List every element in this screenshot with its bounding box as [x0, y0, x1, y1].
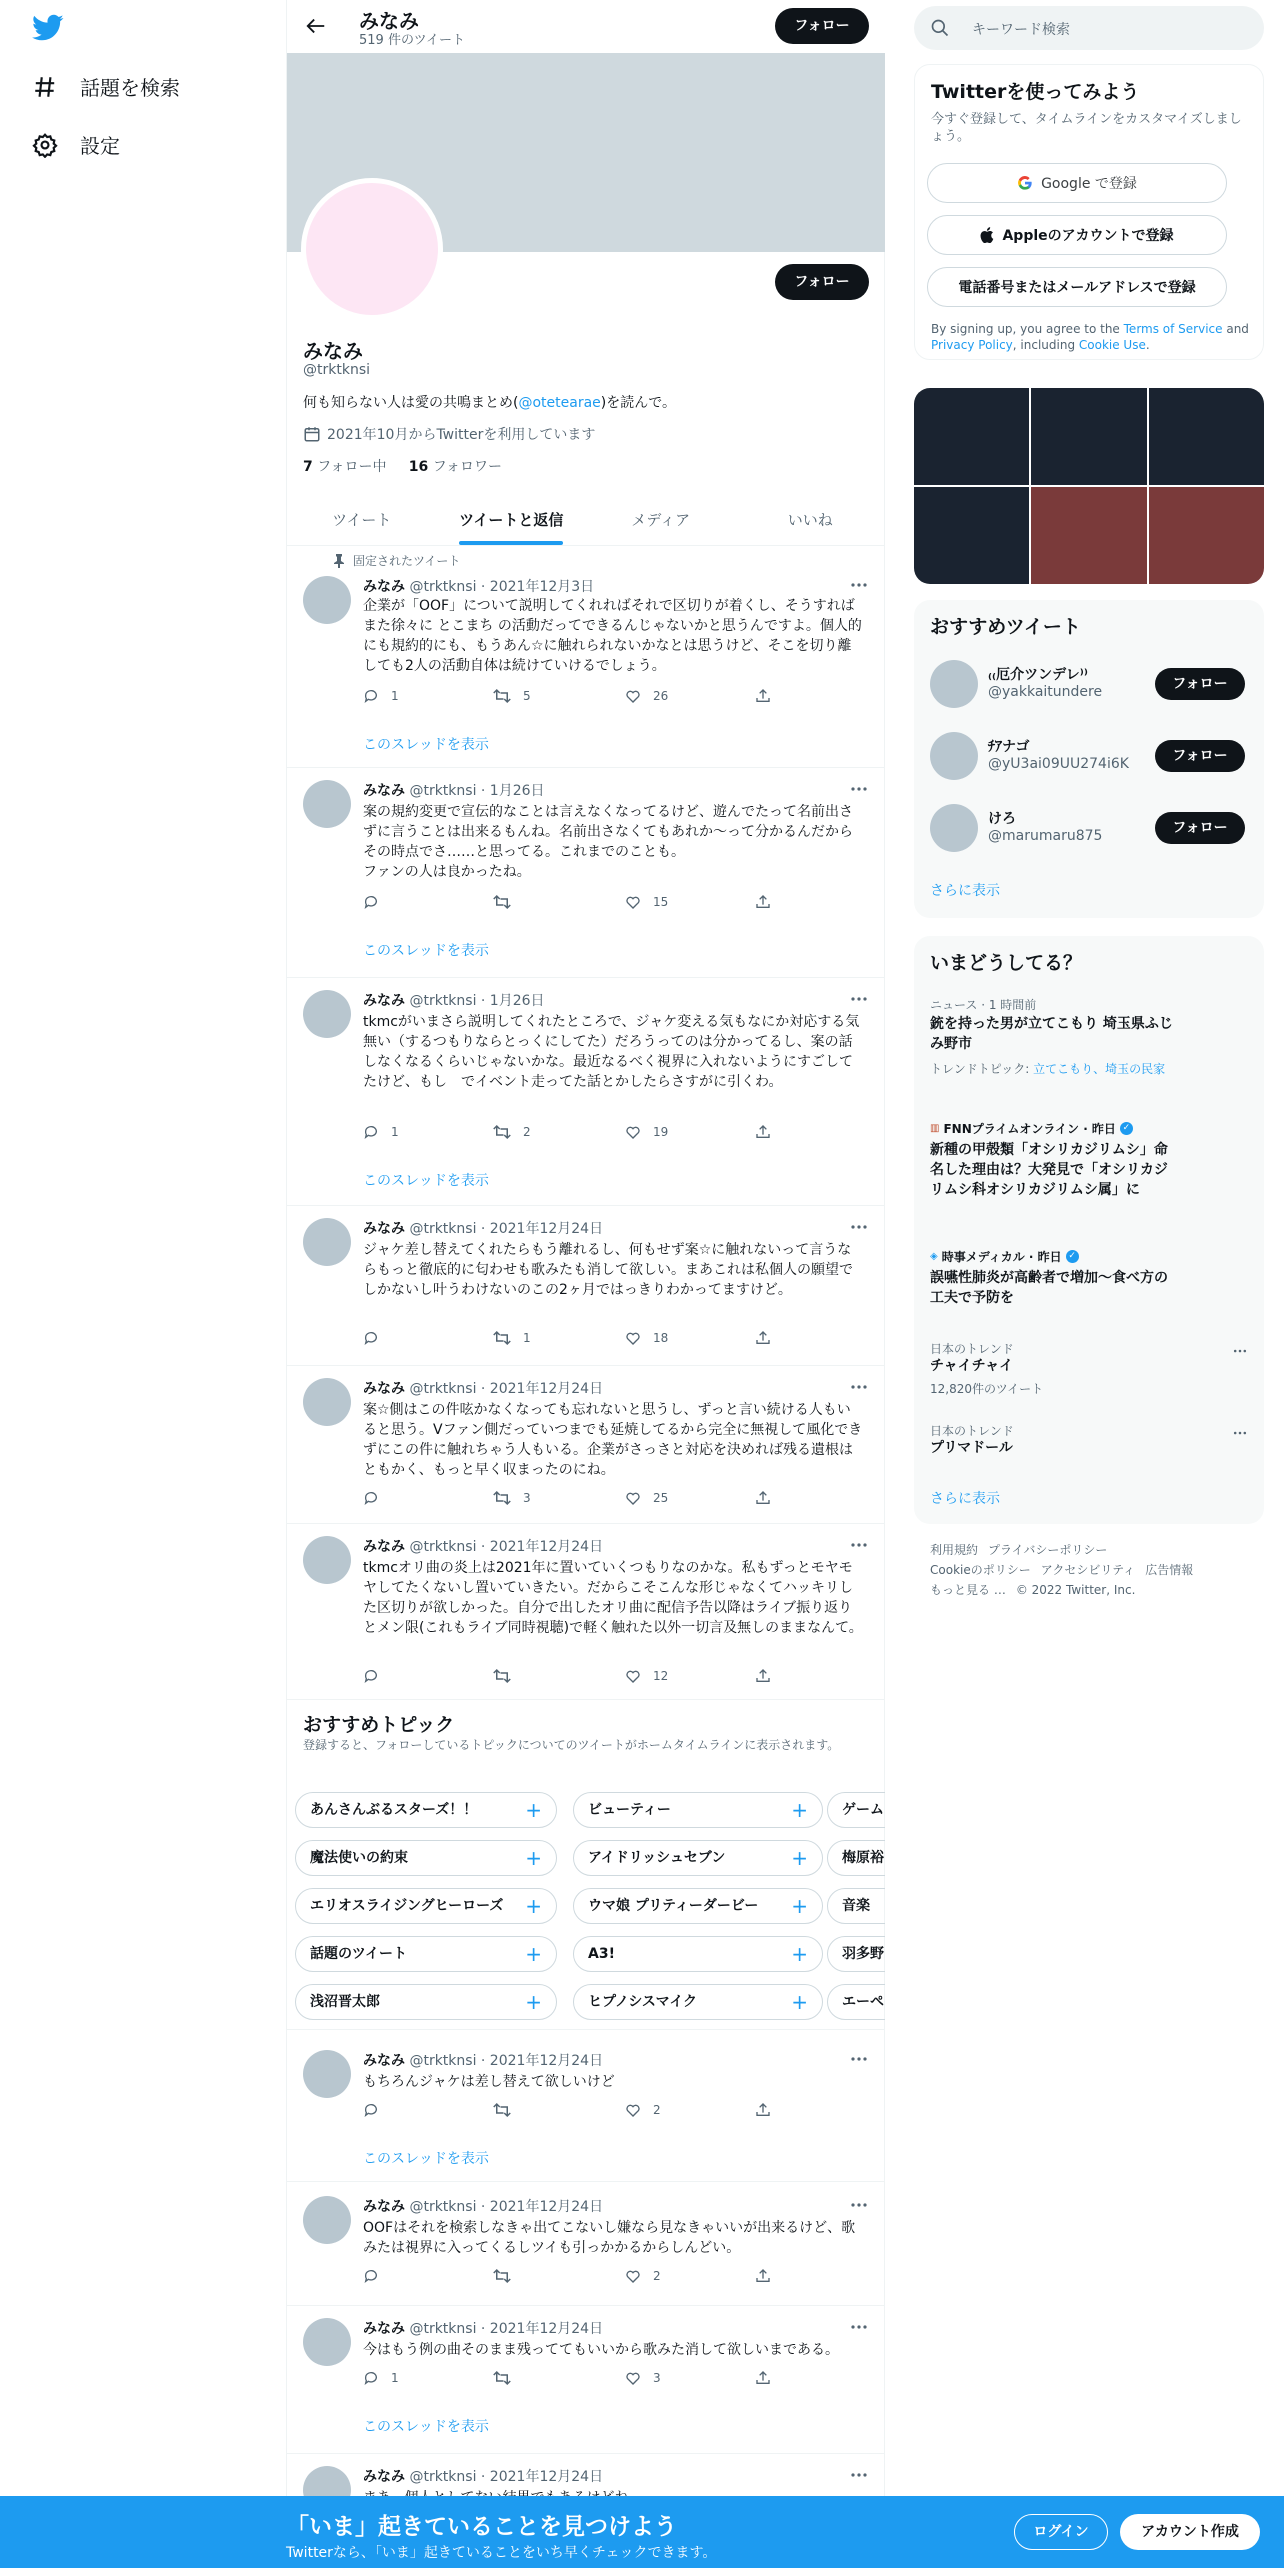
- apple-signup-button[interactable]: Appleのアカウントで登録: [927, 215, 1227, 255]
- reply-icon: [363, 2102, 379, 2118]
- trend-title[interactable]: チャイチャイ: [930, 1358, 1014, 1374]
- share-icon: [755, 688, 771, 704]
- more-dots-icon[interactable]: [849, 2052, 869, 2066]
- trend-title[interactable]: 誤嚥性肺炎が高齢者で増加～食べ方の工夫で予防を: [930, 1270, 1168, 1306]
- back-arrow-icon[interactable]: [305, 15, 327, 37]
- footer-link[interactable]: Cookieのポリシー: [930, 1563, 1031, 1577]
- plus-icon: +: [525, 1990, 542, 2014]
- google-icon: [1017, 175, 1033, 191]
- share-icon: [755, 1124, 771, 1140]
- signup-subtitle: 今すぐ登録して、タイムラインをカスタマイズしましょう。: [931, 112, 1242, 144]
- tweet[interactable]: [287, 2030, 885, 2182]
- profile-name: みなみ: [303, 339, 363, 363]
- hashtag-icon: [32, 74, 58, 100]
- terms-link[interactable]: Terms of Service: [1123, 322, 1223, 336]
- plus-icon: +: [791, 1798, 808, 1822]
- topic-chip[interactable]: 音楽: [827, 1888, 885, 1924]
- tweet-actions: [363, 1124, 803, 1144]
- signup-bottom-bar: [0, 2496, 1284, 2568]
- share-button[interactable]: [755, 2102, 771, 2118]
- signup-panel: [914, 64, 1264, 360]
- search-icon: [930, 18, 950, 38]
- topic-chip[interactable]: 魔法使いの約束 +: [295, 1840, 557, 1876]
- heart-icon: [625, 1490, 641, 1506]
- retweet-icon: [493, 2268, 511, 2284]
- bottom-bar-title: 「いま」起きていることを見つけよう: [286, 2514, 677, 2540]
- profile-follow-button[interactable]: フォロー: [775, 264, 869, 300]
- plus-icon: +: [791, 1846, 808, 1870]
- topic-chip[interactable]: エリオスライジングヒーローズ +: [295, 1888, 557, 1924]
- tweet-header: みなみ @trktknsi · 2021年12月24日: [363, 1381, 604, 1397]
- avatar[interactable]: [930, 660, 978, 708]
- heart-icon: [625, 2370, 641, 2386]
- more-dots-icon[interactable]: [849, 2198, 869, 2212]
- like-button[interactable]: 19: [625, 1124, 668, 1140]
- reply-icon: [363, 688, 379, 704]
- retweet-button[interactable]: [493, 2370, 523, 2386]
- reply-icon: [363, 1668, 379, 1684]
- reply-icon: [363, 1330, 379, 1346]
- heart-icon: [625, 688, 641, 704]
- footer-link[interactable]: プライバシーポリシー: [988, 1543, 1108, 1557]
- trend-count: 12,820件のツイート: [930, 1382, 1044, 1396]
- retweet-icon: [493, 1330, 511, 1346]
- reply-icon: [363, 2268, 379, 2284]
- header-name: みなみ: [359, 9, 419, 33]
- bio-mention-link[interactable]: @otetearae: [518, 395, 601, 411]
- create-account-button[interactable]: アカウント作成: [1120, 2514, 1260, 2550]
- tweet-text: 今はもう例の曲そのまま残っててもいいから歌みた消して欲しいまである。: [363, 2342, 839, 2358]
- plus-icon: +: [791, 1894, 808, 1918]
- footer-links: [930, 1540, 1250, 1600]
- media-thumbnail[interactable]: [914, 487, 1029, 584]
- calendar-icon: [303, 425, 321, 443]
- tweet-text: OOFはそれを検索しなきゃ出てこないし嫌なら見なきゃいいが出来るけど、歌みたは視界に入ってくるしツイも引っかかるからしんどい。: [363, 2220, 856, 2256]
- topic-chip[interactable]: ビューティー +: [573, 1792, 823, 1828]
- trend-meta: ▥ FNNプライムオンライン · 昨日 ✓: [930, 1120, 1133, 1137]
- privacy-link[interactable]: Privacy Policy: [931, 338, 1013, 352]
- like-button[interactable]: 25: [625, 1490, 668, 1506]
- plus-icon: +: [791, 1990, 808, 2014]
- retweet-button[interactable]: [493, 1668, 523, 1684]
- show-thread-link[interactable]: このスレッドを表示: [363, 1173, 489, 1189]
- topic-chip[interactable]: 浅沼晋太郎 +: [295, 1984, 557, 2020]
- tweet-avatar[interactable]: [303, 990, 351, 1038]
- tweet[interactable]: [287, 2182, 885, 2306]
- media-thumbnail[interactable]: [914, 388, 1029, 485]
- tweet-actions: [363, 1330, 803, 1350]
- tweet-text: 案の規約変更で宣伝的なことは言えなくなってるけど、遊んでたって名前出さずに言うことは出来るもんね。名前出さなくてもあれか〜って分かるんだからその時点でさ……と思ってる。これまでのことも。 ファンの人は良かったね。: [363, 804, 853, 880]
- retweet-icon: [493, 2370, 511, 2386]
- plus-icon: +: [525, 1894, 542, 1918]
- trend-meta: ニュース · 1 時間前: [930, 998, 1037, 1012]
- heart-icon: [625, 2268, 641, 2284]
- share-icon: [755, 2370, 771, 2386]
- show-thread-link[interactable]: このスレッドを表示: [363, 2419, 489, 2435]
- retweet-button[interactable]: 2: [493, 1124, 531, 1140]
- share-icon: [755, 1330, 771, 1346]
- tweet-text: 案☆側はこの件呟かなくなっても忘れないと思うし、ずっと言い続ける人もいると思う。Vファン側だっていつまでも延焼してるから完全に無視して風化できずにこの件に触れちゃう人もいる。企業がさっさと対応を決めれば残る遺根はともかく、もっと早く収まったのにね。: [363, 1402, 863, 1478]
- copyright: © 2022 Twitter, Inc.: [1015, 1583, 1136, 1597]
- like-button[interactable]: 15: [625, 894, 668, 910]
- more-dots-icon[interactable]: [1232, 1426, 1248, 1440]
- apple-icon: [980, 227, 994, 243]
- share-button[interactable]: [755, 1330, 771, 1346]
- retweet-button[interactable]: 3: [493, 1490, 531, 1506]
- trend-meta: 日本のトレンド: [930, 1424, 1014, 1438]
- tweet[interactable]: [287, 768, 885, 978]
- tab-tweets-and-replies[interactable]: ツイートと返信: [437, 494, 587, 545]
- tweet-header: みなみ @trktknsi · 2021年12月24日: [363, 2053, 604, 2069]
- more-dots-icon[interactable]: [849, 1220, 869, 1234]
- footer-link[interactable]: 広告情報: [1145, 1563, 1194, 1577]
- tweet-actions: [363, 894, 803, 914]
- retweet-icon: [493, 2102, 511, 2118]
- heart-icon: [625, 2102, 641, 2118]
- tweet-avatar[interactable]: [303, 2196, 351, 2244]
- follow-button[interactable]: フォロー: [1155, 812, 1245, 844]
- plus-icon: +: [525, 1846, 542, 1870]
- share-button[interactable]: [755, 2268, 771, 2284]
- avatar[interactable]: [930, 804, 978, 852]
- topic-chip[interactable]: A3! +: [573, 1936, 823, 1972]
- topics-subtitle: 登録すると、フォローしているトピックについてのツイートがホームタイムラインに表示されます。: [303, 1738, 840, 1752]
- reply-button[interactable]: [363, 894, 391, 910]
- share-icon: [755, 2102, 771, 2118]
- reply-button[interactable]: [363, 2102, 391, 2118]
- topic-chip[interactable]: 羽多野: [827, 1936, 885, 1972]
- trend-meta: ◈ 時事メディカル · 昨日 ✓: [930, 1248, 1079, 1265]
- tweet-avatar[interactable]: [303, 2318, 351, 2366]
- like-button[interactable]: 3: [625, 2370, 661, 2386]
- tweet-header: みなみ @trktknsi · 1月26日: [363, 993, 545, 1009]
- following-link[interactable]: 7 フォロー中: [303, 459, 387, 475]
- topic-chip[interactable]: ヒプノシスマイク +: [573, 1984, 823, 2020]
- share-icon: [755, 894, 771, 910]
- heart-icon: [625, 1668, 641, 1684]
- retweet-button[interactable]: 1: [493, 1330, 531, 1346]
- plus-icon: +: [525, 1942, 542, 1966]
- trend-topic-link[interactable]: 立てこもり、埼玉の民家: [1033, 1062, 1166, 1076]
- reply-button[interactable]: [363, 2268, 391, 2284]
- tweet-text: もちろんジャケは差し替えて欲しいけど: [363, 2074, 615, 2090]
- profile-handle: @trktknsi: [303, 362, 371, 378]
- header-tweet-count: 519 件のツイート: [359, 33, 466, 48]
- tweet-actions: [363, 2268, 803, 2288]
- recommended-user[interactable]: けろ @marumaru875 フォロー: [930, 802, 1250, 854]
- share-button[interactable]: [755, 688, 771, 704]
- footer-link[interactable]: もっと見る …: [930, 1583, 1006, 1597]
- tweet[interactable]: [287, 546, 885, 768]
- tweet[interactable]: [287, 1524, 885, 1700]
- trend-title[interactable]: 銃を持った男が立てこもり 埼玉県ふじみ野市: [930, 1016, 1173, 1052]
- heart-icon: [625, 1124, 641, 1140]
- tweet[interactable]: [287, 2306, 885, 2454]
- nav-explore[interactable]: [32, 72, 180, 101]
- share-button[interactable]: [755, 894, 771, 910]
- search-placeholder: キーワード検索: [972, 22, 1070, 38]
- tweet-header: みなみ @trktknsi · 2021年12月24日: [363, 1221, 604, 1237]
- twitter-logo-icon[interactable]: [32, 14, 64, 44]
- search-input[interactable]: [914, 6, 1264, 50]
- topic-chip[interactable]: あんさんぶるスターズ！！ +: [295, 1792, 557, 1828]
- tweet-avatar[interactable]: [303, 1536, 351, 1584]
- topics-title: おすすめトピック: [303, 1714, 455, 1736]
- footer-link[interactable]: 利用規約: [930, 1543, 979, 1557]
- retweet-button[interactable]: 5: [493, 688, 531, 704]
- trends-panel: [914, 936, 1264, 1524]
- reply-icon: [363, 894, 379, 910]
- login-button[interactable]: ログイン: [1014, 2514, 1108, 2550]
- profile-tabs: [287, 494, 885, 546]
- reply-icon: [363, 1490, 379, 1506]
- more-dots-icon[interactable]: [849, 2320, 869, 2334]
- followers-link[interactable]: 16 フォロワー: [408, 459, 502, 475]
- topic-chip[interactable]: アイドリッシュセブン +: [573, 1840, 823, 1876]
- nav-settings[interactable]: [32, 130, 120, 159]
- media-thumbnail[interactable]: [1031, 487, 1146, 584]
- tab-media[interactable]: メディア: [631, 511, 691, 529]
- more-dots-icon[interactable]: [849, 782, 869, 796]
- profile-joined: 2021年10月からTwitterを利用しています: [303, 424, 595, 444]
- show-thread-link[interactable]: このスレッドを表示: [363, 2151, 489, 2167]
- profile-bio: 何も知らない人は愛の共鳴まとめ(@otetearae)を読んで。: [303, 395, 676, 411]
- share-icon: [755, 1490, 771, 1506]
- show-more-link[interactable]: さらに表示: [930, 883, 1000, 899]
- heart-icon: [625, 1330, 641, 1346]
- share-button[interactable]: [755, 2370, 771, 2386]
- media-thumbnail[interactable]: [1149, 487, 1264, 584]
- share-button[interactable]: [755, 1490, 771, 1506]
- trend-title[interactable]: プリマドール: [930, 1440, 1013, 1456]
- plus-icon: +: [525, 1798, 542, 1822]
- retweet-button[interactable]: [493, 894, 523, 910]
- reply-button[interactable]: 1: [363, 1124, 399, 1140]
- signup-legal: By signing up, you agree to the Terms of Service and Privacy Policy, including Cookie Use.: [931, 322, 1249, 352]
- more-dots-icon[interactable]: [849, 578, 869, 592]
- profile-stats: [303, 456, 502, 476]
- verified-icon: ✓: [1066, 1250, 1079, 1263]
- nav-explore-label: 話題を検索: [80, 76, 180, 100]
- tweet-text: tkmcオリ曲の炎上は2021年に置いていくつもりなのかな。私もずっとモヤモヤしてたくないし置いていきたい。だからこそこんな形じゃなくてハッキリした区切りが欲しかった。自分で出したオリ曲に配信予告以降はライブ振り返りとメン限(これもライブ同時視聴)で軽く触れた以外一切言及無しのままなんて。: [363, 1560, 863, 1636]
- share-icon: [755, 2268, 771, 2284]
- like-button[interactable]: 26: [625, 688, 668, 704]
- trend-subtitle: トレンドトピック: 立てこもり、埼玉の民家: [930, 1062, 1166, 1076]
- trend-title[interactable]: 新種の甲殻類「オシリカジリムシ」命名した理由は？大発見で「オシリカジリムシ科オシリカジリムシ属」に: [930, 1142, 1168, 1198]
- tweet-header: みなみ @trktknsi · 2021年12月24日: [363, 2469, 604, 2485]
- more-dots-icon[interactable]: [1232, 1344, 1248, 1358]
- recommended-topics: [287, 1700, 885, 2030]
- share-button[interactable]: [755, 1668, 771, 1684]
- footer-link[interactable]: アクセシビリティ: [1040, 1563, 1136, 1577]
- show-thread-link[interactable]: このスレッドを表示: [363, 737, 489, 753]
- reply-button[interactable]: [363, 1330, 391, 1346]
- tab-likes[interactable]: いいね: [787, 511, 833, 529]
- reply-icon: [363, 1124, 379, 1140]
- retweet-icon: [493, 1124, 511, 1140]
- reply-icon: [363, 2370, 379, 2386]
- tweet-text: 企業が「OOF」について説明してくれればそれで区切りが着くし、そうすればまた徐々に とこまち の活動だってできるんじゃないかと思うんですよ。個人的にも規約的にも、もうあん☆に触れられないかなとは思うけど、そこを切り離しても2人の活動自体は続けていけるでしょう。: [363, 598, 862, 674]
- profile-header-bar: [287, 0, 885, 53]
- verified-icon: ✓: [1120, 1122, 1133, 1135]
- media-grid: [914, 388, 1264, 584]
- tweet-avatar[interactable]: [303, 780, 351, 828]
- tweet-actions: [363, 688, 803, 708]
- topic-chip[interactable]: 話題のツイート +: [295, 1936, 557, 1972]
- cookie-link[interactable]: Cookie Use: [1078, 338, 1146, 352]
- header-follow-button[interactable]: フォロー: [775, 8, 869, 44]
- share-icon: [755, 1668, 771, 1684]
- recommended-user[interactable]: ﾁｱナゴ @yU3ai09UU274i6K フォロー: [930, 730, 1250, 782]
- reply-button[interactable]: 1: [363, 688, 399, 704]
- tweet-header: みなみ @trktknsi · 1月26日: [363, 783, 545, 799]
- tweet[interactable]: [287, 978, 885, 1206]
- tweet-avatar[interactable]: [303, 2050, 351, 2098]
- tweet-header: みなみ @trktknsi · 2021年12月24日: [363, 2321, 604, 2337]
- show-more-link[interactable]: さらに表示: [930, 1491, 1000, 1507]
- tweet-actions: [363, 1490, 803, 1510]
- more-dots-icon[interactable]: [849, 1380, 869, 1394]
- avatar[interactable]: [930, 732, 978, 780]
- pinned-label: 固定されたツイート: [333, 552, 460, 569]
- topic-chip[interactable]: ウマ娘 プリティーダービー +: [573, 1888, 823, 1924]
- more-dots-icon[interactable]: [849, 992, 869, 1006]
- main-column: [286, 0, 885, 2568]
- reply-button[interactable]: [363, 1668, 391, 1684]
- like-button[interactable]: 2: [625, 2268, 661, 2284]
- email-signup-button[interactable]: 電話番号またはメールアドレスで登録: [927, 267, 1227, 307]
- tweet-avatar[interactable]: [303, 1378, 351, 1426]
- tab-tweets[interactable]: ツイート: [332, 511, 392, 529]
- tweet-text: tkmcがいまさら説明してくれたところで、ジャケ変える気もなにか対応する気無い（するつもりならとっくにしてた）だろうってのは分かってるし、案の話しなくなるくらいじゃないかな。最近なるべく視界に入れないようにすごしてたけど、もし でイベント走ってた話とかしたらさすがに引くわ。: [363, 1014, 860, 1090]
- tweet-actions: [363, 2370, 803, 2390]
- tweet-avatar[interactable]: [303, 576, 351, 624]
- google-signup-button[interactable]: Google で登録: [927, 163, 1227, 203]
- pin-icon: [333, 554, 345, 568]
- nav-settings-label: 設定: [80, 134, 120, 158]
- trends-title: いまどうしてる？: [930, 952, 1083, 974]
- like-button[interactable]: 18: [625, 1330, 668, 1346]
- tweet-header: みなみ @trktknsi · 2021年12月24日: [363, 1539, 604, 1555]
- tweet-actions: [363, 2102, 803, 2122]
- tweet-header: みなみ @trktknsi · 2021年12月24日: [363, 2199, 604, 2215]
- reply-button[interactable]: 1: [363, 2370, 399, 2386]
- retweet-icon: [493, 688, 511, 704]
- like-button[interactable]: 12: [625, 1668, 668, 1684]
- share-button[interactable]: [755, 1124, 771, 1140]
- signup-title: Twitterを使ってみよう: [931, 81, 1140, 103]
- media-thumbnail[interactable]: [1149, 388, 1264, 485]
- retweet-icon: [493, 1668, 511, 1684]
- retweet-icon: [493, 894, 511, 910]
- bottom-bar-subtitle: Twitterなら、「いま」起きていることをいち早くチェックできます。: [286, 2545, 717, 2561]
- more-dots-icon[interactable]: [849, 1538, 869, 1552]
- tweet-header: みなみ @trktknsi · 2021年12月3日: [363, 579, 595, 595]
- topic-chip[interactable]: ゲーム: [827, 1792, 885, 1828]
- follow-button[interactable]: フォロー: [1155, 740, 1245, 772]
- gear-icon: [32, 132, 58, 158]
- topic-chip[interactable]: 梅原裕: [827, 1840, 885, 1876]
- retweet-button[interactable]: [493, 2102, 523, 2118]
- reply-button[interactable]: [363, 1490, 391, 1506]
- heart-icon: [625, 894, 641, 910]
- retweet-button[interactable]: [493, 2268, 523, 2284]
- profile-avatar[interactable]: [301, 178, 443, 320]
- tweet[interactable]: [287, 1366, 885, 1524]
- recommended-user[interactable]: ₍₍厄介ツンデレ⁾⁾ @yakkaitundere フォロー: [930, 658, 1250, 710]
- tweet-avatar[interactable]: [303, 1218, 351, 1266]
- retweet-icon: [493, 1490, 511, 1506]
- news-source-icon: ◈: [930, 1251, 938, 1262]
- follow-button[interactable]: フォロー: [1155, 668, 1245, 700]
- show-thread-link[interactable]: このスレッドを表示: [363, 943, 489, 959]
- topic-chip[interactable]: エーペ: [827, 1984, 885, 2020]
- recommend-title: おすすめツイート: [930, 616, 1081, 638]
- news-source-icon: ▥: [930, 1123, 940, 1134]
- trend-meta: 日本のトレンド: [930, 1342, 1014, 1356]
- tweet-text: ジャケ差し替えてくれたらもう離れるし、何もせず案☆に触れないって言うならもっと徹底的に匂わせも歌みたも消して欲しい。まあこれは私個人の願望でしかないし叶うわけないのこの2ヶ月ではっきりわかってますけど。: [363, 1242, 853, 1298]
- tweet[interactable]: [287, 1206, 885, 1366]
- more-dots-icon[interactable]: [849, 2468, 869, 2482]
- media-thumbnail[interactable]: [1031, 388, 1146, 485]
- like-button[interactable]: 2: [625, 2102, 661, 2118]
- recommended-users: [914, 600, 1264, 918]
- tweet-actions: [363, 1668, 803, 1688]
- plus-icon: +: [791, 1942, 808, 1966]
